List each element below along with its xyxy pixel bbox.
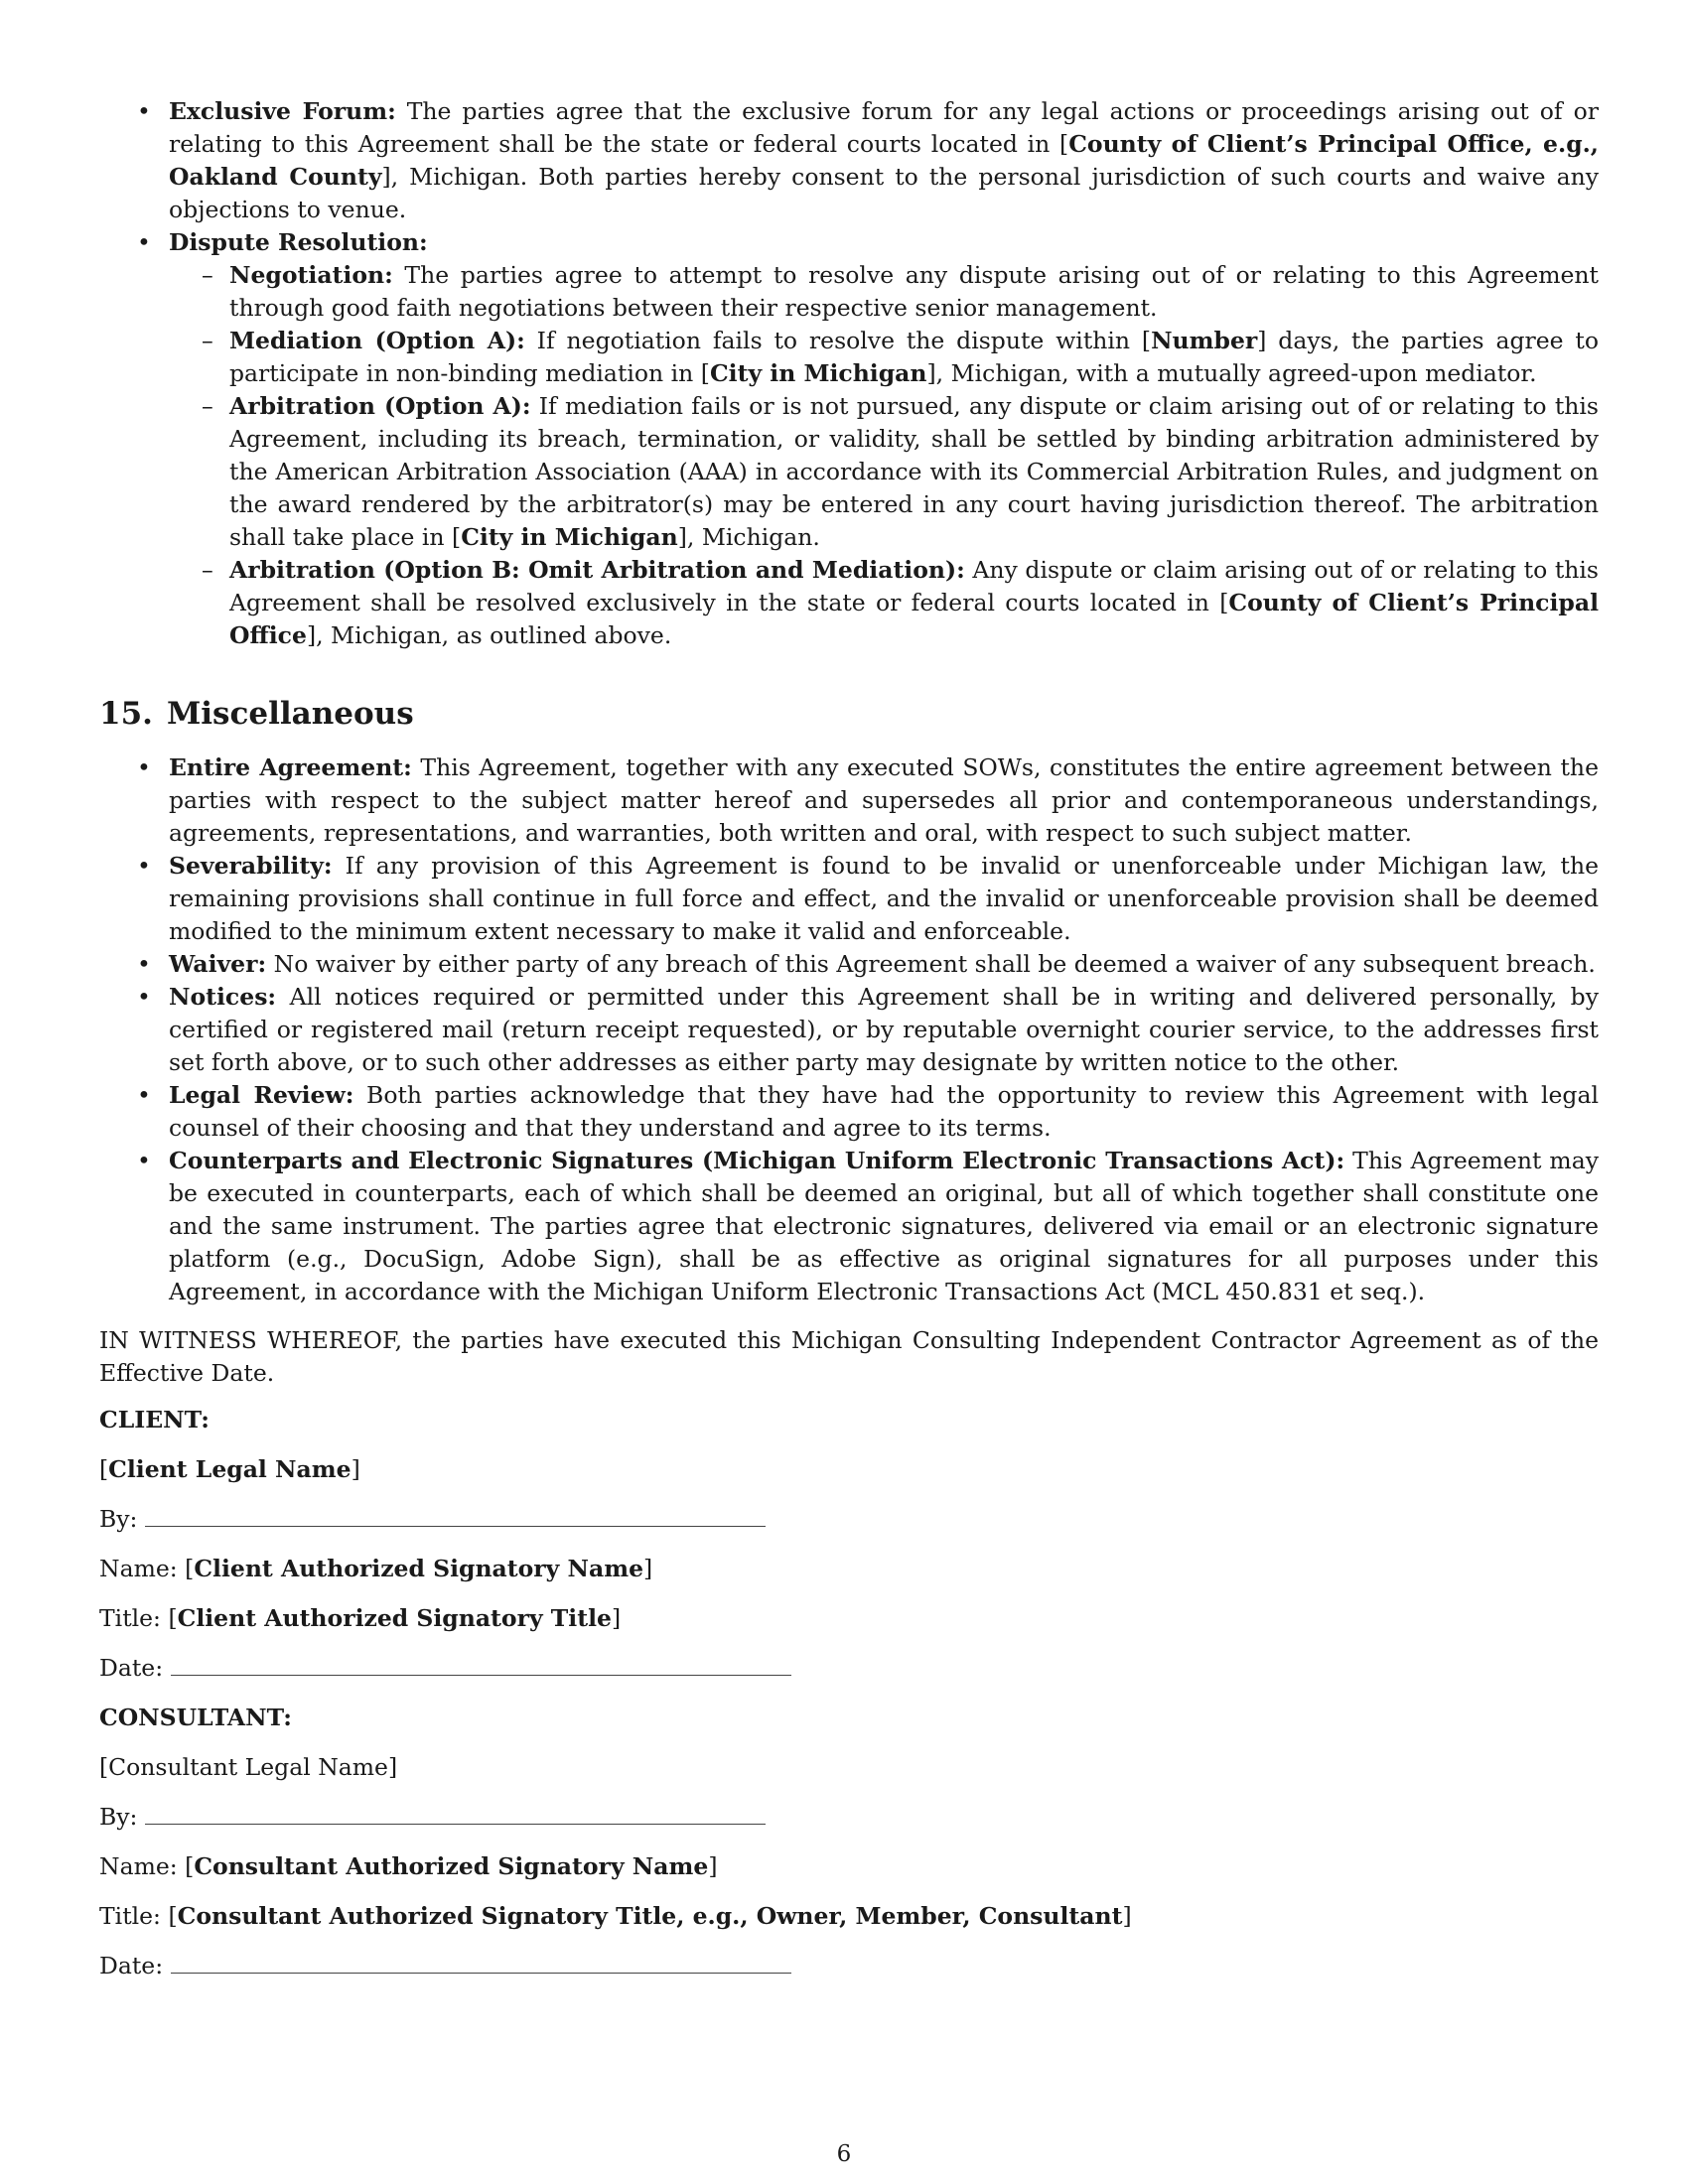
clause-text: No waiver by either party of any breach of this Agreement shall be deemed a waiver of any subsequent breach. [266,950,1596,978]
placeholder-county: County of Client’s Principal Office, e.g., Oakland County [169,130,1599,191]
subclause-label: Negotiation: [229,261,393,289]
client-title-label: Title: [99,1604,161,1632]
clause-text: If any provision of this Agreement is found to be invalid or unenforceable under Michigan law, the remaining provisions shall continue in full force and effect, and the invalid or unenforceable provision shall be deemed modified to the minimum extent necessary to make it valid and enforceable. [169,852,1599,945]
subclause-label: Arbitration (Option B: Omit Arbitration and Mediation): [229,556,965,584]
clause-dispute-resolution [99,226,1599,652]
consultant-by-signature-line[interactable] [145,1802,766,1825]
consultant-title-label: Title: [99,1902,161,1930]
consultant-heading: CONSULTANT: [99,1704,292,1731]
placeholder-city: City in Michigan [461,523,678,551]
clause-label: Legal Review: [169,1081,354,1109]
clause-label: Notices: [169,983,277,1011]
subclause-text: The parties agree to attempt to resolve any dispute arising out of or relating to this Agreement through good faith negotiations between their respective senior management. [229,261,1599,322]
subclause-text: ], Michigan, as outlined above. [306,621,672,649]
document-page [99,95,1599,1999]
client-name-value: Client Authorized Signatory Name [194,1555,644,1582]
clause-entire-agreement [99,751,1599,850]
consultant-name-value: Consultant Authorized Signatory Name [194,1852,709,1880]
client-heading: CLIENT: [99,1406,210,1433]
subclause-text: ], Michigan, with a mutually agreed-upon mediator. [926,359,1537,387]
consultant-date-line[interactable] [171,1951,791,1974]
clause-label: Entire Agreement: [169,753,412,781]
dispute-subclause-list [169,259,1599,652]
client-by-signature-line[interactable] [145,1504,766,1527]
clause-text: This Agreement, together with any executed SOWs, constitutes the entire agreement between the parties with respect to the subject matter hereof and supersedes all prior and contemporaneous understandings, agreements, representations, and warranties, both written and oral, with respect to such subject matter. [169,753,1599,847]
clause-list-top [99,95,1599,652]
signature-block: CLIENT: [Client Legal Name] By: Name: [Client Authorized Signatory Name] Title: [Client Authorized Signatory Title] Date: CONSULTANT: [Consultant Legal Name] By: Name: [Consultant Authorized Signatory Name] Title: [Consultant Authorized Signatory Title, e.g., Owner, Member, Consultant] Date: [99,1406,1132,1979]
clause-waiver [99,948,1599,981]
client-name-label: Name: [99,1555,178,1582]
consultant-name-label: Name: [99,1852,178,1880]
client-legal-name: Client Legal Name [108,1455,352,1483]
page-number: 6 [836,2141,852,2167]
clause-legal-review [99,1079,1599,1145]
subclause-arbitration-a [169,390,1599,554]
clause-exclusive-forum [99,95,1599,226]
section-number: 15. [99,696,153,732]
subclause-negotiation [169,259,1599,325]
clause-list-misc [99,751,1599,1308]
consultant-title-value: Consultant Authorized Signatory Title, e.g., Owner, Member, Consultant [177,1902,1123,1930]
clause-notices [99,981,1599,1079]
clause-label: Dispute Resolution: [169,228,428,256]
subclause-arbitration-b [169,554,1599,652]
client-by-label: By: [99,1505,138,1533]
subclause-text: If negotiation fails to resolve the dispute within [ [524,327,1152,354]
subclause-label: Mediation (Option A): [229,327,525,354]
subclause-mediation [169,325,1599,390]
clause-text: All notices required or permitted under this Agreement shall be in writing and delivered personally, by certified or registered mail (return receipt requested), or by reputable overnight courier service, to the addresses first set forth above, or to such other addresses as either party may designate by written notice to the other. [169,983,1599,1076]
client-date-label: Date: [99,1654,164,1682]
subclause-text: ], Michigan. [677,523,820,551]
consultant-legal-name: Consultant Legal Name [108,1753,388,1781]
placeholder-number: Number [1151,327,1258,354]
clause-label: Waiver: [169,950,267,978]
clause-label: Exclusive Forum: [169,97,396,125]
clause-text: The parties agree that the exclusive forum for any legal actions or proceedings arising out of or relating to this Agreement shall be the state or federal courts located in [ [169,97,1599,158]
placeholder-county: County of Client’s Principal Office [229,589,1599,649]
subclause-text: ] days, the parties agree to participate in non-binding mediation in [ [229,327,1599,387]
subclause-text: If mediation fails or is not pursued, any dispute or claim arising out of or relating to this Agreement, including its breach, termination, or validity, shall be settled by binding arbitration administered by the American Arbitration Association (AAA) in accordance with its Commercial Arbitration Rules, and judgment on the award rendered by the arbitrator(s) may be entered in any court having jurisdiction thereof. The arbitration shall take place in [ [229,392,1599,551]
clause-text: This Agreement may be executed in counterparts, each of which shall be deemed an original, but all of which together shall constitute one and the same instrument. The parties agree that electronic signatures, delivered via email or an electronic signature platform (e.g., DocuSign, Adobe Sign), shall be as effective as original signatures for all purposes under this Agreement, in accordance with the Michigan Uniform Electronic Transactions Act (MCL 450.831 et seq.). [169,1147,1599,1305]
clause-text: ], Michigan. Both parties hereby consent to the personal jurisdiction of such courts and waive any objections to venue. [169,163,1599,223]
client-title-value: Client Authorized Signatory Title [177,1604,612,1632]
clause-label: Severability: [169,852,333,880]
subclause-text: Any dispute or claim arising out of or relating to this Agreement shall be resolved exclusively in the state or federal courts located in [ [229,556,1599,616]
client-date-line[interactable] [171,1653,791,1676]
clause-severability [99,850,1599,948]
consultant-by-label: By: [99,1803,138,1831]
clause-label: Counterparts and Electronic Signatures (Michigan Uniform Electronic Transactions Act): [169,1147,1345,1174]
consultant-date-label: Date: [99,1952,164,1979]
subclause-label: Arbitration (Option A): [229,392,531,420]
clause-text: Both parties acknowledge that they have had the opportunity to review this Agreement with legal counsel of their choosing and that they understand and agree to its terms. [169,1081,1599,1142]
section-title: Miscellaneous [166,696,414,732]
clause-counterparts [99,1145,1599,1308]
witness-paragraph: IN WITNESS WHEREOF, the parties have executed this Michigan Consulting Independent Contractor Agreement as of the Effective Date. [99,1326,1599,1387]
section-heading [99,694,1599,734]
placeholder-city: City in Michigan [709,359,927,387]
